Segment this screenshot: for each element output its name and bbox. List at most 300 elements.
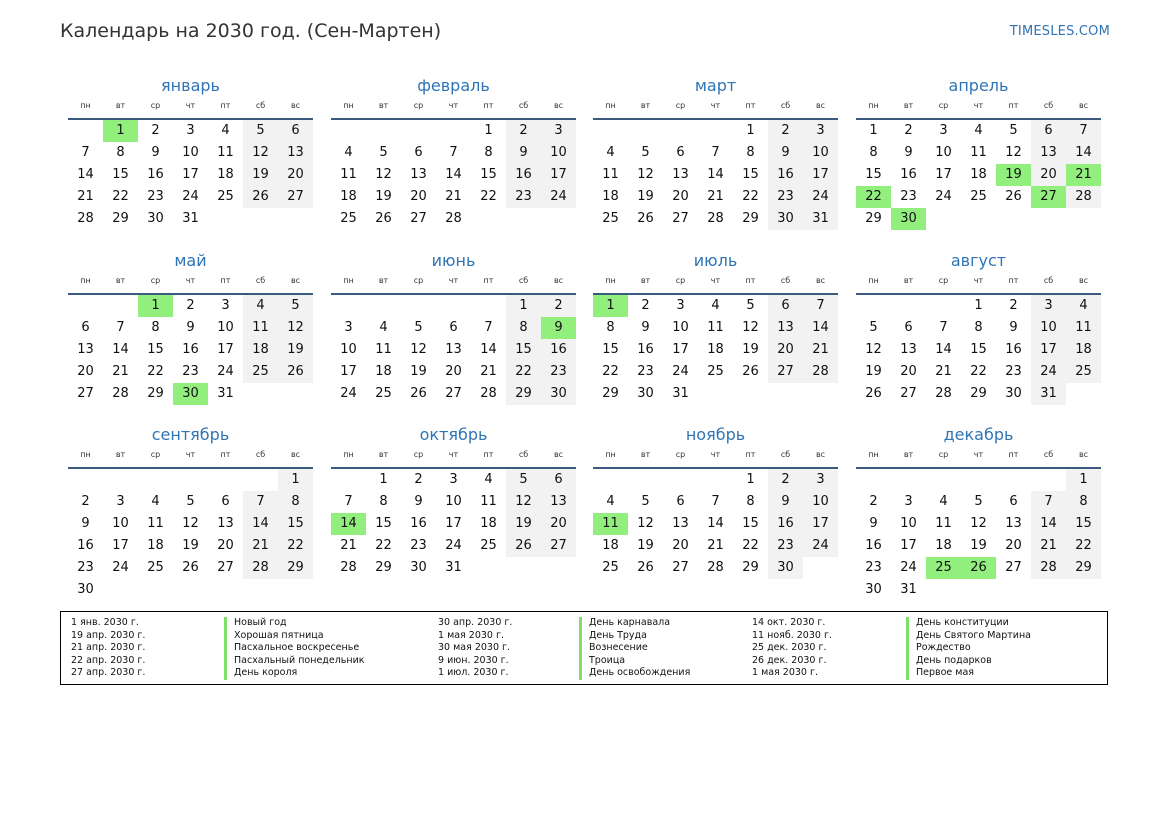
week-row xyxy=(68,164,313,186)
weekday-label: пт xyxy=(745,101,756,110)
weekend-day-cell: 3 xyxy=(803,469,838,491)
weekend-day-cell: 16 xyxy=(768,164,803,186)
empty-day-cell xyxy=(1066,208,1101,230)
weekday-label: вс xyxy=(290,101,301,110)
day-cell: 15 xyxy=(970,342,987,357)
day-cell: 18 xyxy=(375,364,392,379)
day-cell: 11 xyxy=(147,516,164,531)
weekday-label: пн xyxy=(343,450,354,459)
empty-day-cell xyxy=(436,295,471,317)
empty-day-cell xyxy=(436,120,471,142)
week-row xyxy=(856,317,1101,339)
day-cell: 26 xyxy=(742,364,759,379)
empty-day-cell xyxy=(961,208,996,230)
day-cell: 28 xyxy=(77,211,94,226)
empty-day-cell xyxy=(541,208,576,230)
weekend-day-cell: 17 xyxy=(803,164,838,186)
day-cell: 12 xyxy=(742,320,759,335)
weekend-day-cell: 23 xyxy=(768,186,803,208)
weekend-day-cell: 31 xyxy=(1031,383,1066,405)
weekday-label: вс xyxy=(553,101,564,110)
day-cell: 20 xyxy=(410,189,427,204)
day-cell: 8 xyxy=(151,320,160,335)
weekday-label: сб xyxy=(255,101,266,110)
empty-day-cell xyxy=(628,469,663,491)
day-cell: 17 xyxy=(445,516,462,531)
day-cell: 15 xyxy=(480,167,497,182)
weekend-day-cell: 11 xyxy=(1066,317,1101,339)
empty-day-cell xyxy=(856,295,891,317)
weekend-day-cell: 22 xyxy=(506,361,541,383)
day-cell: 2 xyxy=(869,494,878,509)
empty-day-cell xyxy=(208,579,243,601)
day-cell: 12 xyxy=(637,167,654,182)
legend-date: 26 дек. 2030 г. xyxy=(752,654,827,666)
day-cell: 6 xyxy=(1009,494,1018,509)
weekday-label: вт xyxy=(378,101,389,110)
legend-names-column xyxy=(906,617,1031,680)
legend-dates-column xyxy=(752,617,832,680)
month-block xyxy=(593,424,838,579)
empty-day-cell xyxy=(593,120,628,142)
day-cell: 9 xyxy=(869,516,878,531)
weekend-day-cell: 28 xyxy=(803,361,838,383)
legend-date: 21 апр. 2030 г. xyxy=(71,642,146,654)
empty-day-cell xyxy=(996,208,1031,230)
weekday-label: пт xyxy=(483,276,494,285)
weekend-day-cell: 6 xyxy=(541,469,576,491)
day-cell: 10 xyxy=(672,320,689,335)
day-cell: 4 xyxy=(379,320,388,335)
day-cell: 11 xyxy=(375,342,392,357)
week-row xyxy=(68,120,313,142)
day-cell: 5 xyxy=(414,320,423,335)
day-cell: 20 xyxy=(445,364,462,379)
weekend-day-cell: 21 xyxy=(803,339,838,361)
weekend-day-cell: 13 xyxy=(278,142,313,164)
day-cell: 19 xyxy=(742,342,759,357)
day-cell: 15 xyxy=(147,342,164,357)
day-cell: 14 xyxy=(935,342,952,357)
day-cell: 28 xyxy=(707,560,724,575)
day-cell: 22 xyxy=(970,364,987,379)
day-cell: 2 xyxy=(151,123,160,138)
month-block xyxy=(856,424,1101,601)
weekend-day-cell: 29 xyxy=(1066,557,1101,579)
week-row xyxy=(331,513,576,535)
weekday-label: чт xyxy=(973,450,984,459)
weekend-day-cell: 24 xyxy=(803,186,838,208)
day-cell: 21 xyxy=(340,538,357,553)
legend-holiday-name: Хорошая пятница xyxy=(224,630,365,643)
weekend-day-cell: 5 xyxy=(243,120,278,142)
day-cell: 5 xyxy=(869,320,878,335)
weekend-day-cell: 3 xyxy=(1031,295,1066,317)
week-row xyxy=(68,469,313,491)
day-cell: 20 xyxy=(77,364,94,379)
weekend-day-cell: 6 xyxy=(1031,120,1066,142)
weekday-label: ср xyxy=(675,450,686,459)
weekday-label: вс xyxy=(815,450,826,459)
week-row xyxy=(856,535,1101,557)
empty-day-cell xyxy=(663,469,698,491)
weekday-label: ср xyxy=(938,450,949,459)
weekend-day-cell: 9 xyxy=(506,142,541,164)
day-cell: 30 xyxy=(637,386,654,401)
weekday-label: пн xyxy=(80,450,91,459)
empty-day-cell xyxy=(961,469,996,491)
week-row xyxy=(593,339,838,361)
day-cell: 28 xyxy=(935,386,952,401)
day-cell: 29 xyxy=(375,560,392,575)
legend-date: 30 апр. 2030 г. xyxy=(438,617,513,628)
day-cell: 1 xyxy=(746,123,755,138)
week-row xyxy=(68,208,313,230)
weekday-label: чт xyxy=(710,101,721,110)
legend-holiday-name: День карнавала xyxy=(579,617,690,630)
empty-day-cell xyxy=(506,208,541,230)
day-cell: 4 xyxy=(606,145,615,160)
week-row xyxy=(331,491,576,513)
weekend-day-cell: 19 xyxy=(506,513,541,535)
weekend-day-cell: 26 xyxy=(243,186,278,208)
day-cell: 31 xyxy=(672,386,689,401)
day-cell: 3 xyxy=(449,472,458,487)
empty-day-cell xyxy=(698,469,733,491)
day-cell: 4 xyxy=(939,494,948,509)
weekend-day-cell: 28 xyxy=(243,557,278,579)
day-cell: 9 xyxy=(1009,320,1018,335)
day-cell: 22 xyxy=(112,189,129,204)
weekday-label: сб xyxy=(780,101,791,110)
week-row xyxy=(68,383,313,405)
day-cell: 21 xyxy=(112,364,129,379)
weekday-label: пт xyxy=(1008,101,1019,110)
weekend-day-cell: 26 xyxy=(506,535,541,557)
day-cell: 1 xyxy=(869,123,878,138)
weekday-header xyxy=(856,275,1101,295)
weekday-label: пн xyxy=(605,450,616,459)
day-cell: 9 xyxy=(414,494,423,509)
empty-day-cell xyxy=(243,383,278,405)
empty-day-cell xyxy=(331,295,366,317)
day-cell: 27 xyxy=(672,560,689,575)
weekend-day-cell: 7 xyxy=(243,491,278,513)
day-cell: 9 xyxy=(151,145,160,160)
week-row xyxy=(68,557,313,579)
weekend-day-cell: 13 xyxy=(1031,142,1066,164)
weekend-day-cell: 23 xyxy=(506,186,541,208)
day-cell: 10 xyxy=(935,145,952,160)
weekend-day-cell: 20 xyxy=(278,164,313,186)
weekday-label: вт xyxy=(640,276,651,285)
day-cell: 7 xyxy=(484,320,493,335)
week-row xyxy=(593,164,838,186)
day-cell: 26 xyxy=(182,560,199,575)
weekend-day-cell: 18 xyxy=(243,339,278,361)
day-cell: 19 xyxy=(375,189,392,204)
weekend-day-cell: 30 xyxy=(541,383,576,405)
day-cell: 27 xyxy=(672,211,689,226)
weekday-label: вс xyxy=(1078,101,1089,110)
week-row xyxy=(856,557,1101,579)
day-cell: 15 xyxy=(602,342,619,357)
weekend-day-cell: 15 xyxy=(1066,513,1101,535)
legend-holiday-name: Пасхальное воскресенье xyxy=(224,642,365,655)
week-row xyxy=(856,383,1101,405)
empty-day-cell xyxy=(663,120,698,142)
weekday-label: пт xyxy=(1008,276,1019,285)
day-cell: 20 xyxy=(1005,538,1022,553)
day-cell: 16 xyxy=(637,342,654,357)
day-cell: 5 xyxy=(379,145,388,160)
day-cell: 5 xyxy=(186,494,195,509)
weekday-label: вт xyxy=(903,450,914,459)
day-cell: 18 xyxy=(970,167,987,182)
day-cell: 17 xyxy=(672,342,689,357)
legend-holiday-name: Рождество xyxy=(906,642,1031,655)
weekend-day-cell: 20 xyxy=(1031,164,1066,186)
holiday-legend xyxy=(60,611,1108,685)
empty-day-cell xyxy=(173,579,208,601)
weekday-label: пт xyxy=(220,450,231,459)
weekend-day-cell: 20 xyxy=(541,513,576,535)
legend-holiday-name: Новый год xyxy=(224,617,365,630)
weekend-day-cell: 8 xyxy=(1066,491,1101,513)
month-name: октябрь xyxy=(419,425,488,444)
weekday-label: ср xyxy=(675,276,686,285)
weekend-day-cell: 23 xyxy=(768,535,803,557)
week-row xyxy=(331,120,576,142)
weekday-label: пн xyxy=(80,101,91,110)
weekday-label: ср xyxy=(675,101,686,110)
week-row xyxy=(593,557,838,579)
day-cell: 13 xyxy=(445,342,462,357)
empty-day-cell xyxy=(891,295,926,317)
day-cell: 3 xyxy=(186,123,195,138)
weekend-day-cell: 5 xyxy=(506,469,541,491)
day-cell: 10 xyxy=(217,320,234,335)
month-block xyxy=(68,424,313,601)
weekday-label: ср xyxy=(150,101,161,110)
day-cell: 18 xyxy=(707,342,724,357)
day-cell: 15 xyxy=(112,167,129,182)
day-cell: 4 xyxy=(221,123,230,138)
weekend-day-cell: 5 xyxy=(278,295,313,317)
day-cell: 6 xyxy=(81,320,90,335)
weekday-label: пт xyxy=(483,101,494,110)
empty-day-cell xyxy=(471,557,506,579)
day-cell: 8 xyxy=(974,320,983,335)
week-row xyxy=(593,513,838,535)
day-cell: 26 xyxy=(1005,189,1022,204)
day-cell: 15 xyxy=(375,516,392,531)
day-cell: 21 xyxy=(707,189,724,204)
day-cell: 2 xyxy=(186,298,195,313)
month-block xyxy=(331,424,576,579)
week-row xyxy=(331,535,576,557)
empty-day-cell xyxy=(1066,383,1101,405)
empty-day-cell xyxy=(961,579,996,601)
weekend-day-cell: 29 xyxy=(506,383,541,405)
day-cell: 16 xyxy=(865,538,882,553)
weekday-label: пн xyxy=(343,276,354,285)
weekday-header xyxy=(68,275,313,295)
weekend-day-cell: 30 xyxy=(768,557,803,579)
day-cell: 13 xyxy=(672,167,689,182)
day-cell: 24 xyxy=(445,538,462,553)
weekend-day-cell: 17 xyxy=(803,513,838,535)
day-cell: 24 xyxy=(672,364,689,379)
weekday-label: вт xyxy=(378,276,389,285)
weekend-day-cell: 4 xyxy=(1066,295,1101,317)
weekend-day-cell: 15 xyxy=(278,513,313,535)
weekend-day-cell: 13 xyxy=(541,491,576,513)
day-cell: 27 xyxy=(77,386,94,401)
day-cell: 19 xyxy=(970,538,987,553)
day-cell: 27 xyxy=(1005,560,1022,575)
day-cell: 27 xyxy=(900,386,917,401)
day-cell: 11 xyxy=(480,494,497,509)
day-cell: 18 xyxy=(602,189,619,204)
week-row xyxy=(856,361,1101,383)
empty-day-cell xyxy=(926,469,961,491)
empty-day-cell xyxy=(68,120,103,142)
week-row xyxy=(593,383,838,405)
empty-day-cell xyxy=(278,208,313,230)
day-cell: 27 xyxy=(445,386,462,401)
legend-dates-column xyxy=(71,617,145,680)
day-cell: 17 xyxy=(182,167,199,182)
day-cell: 26 xyxy=(637,211,654,226)
week-row xyxy=(593,186,838,208)
day-cell: 18 xyxy=(480,516,497,531)
legend-holiday-name: Вознесение xyxy=(579,642,690,655)
legend-date: 27 апр. 2030 г. xyxy=(71,667,146,679)
day-cell: 20 xyxy=(217,538,234,553)
weekend-day-cell: 1 xyxy=(278,469,313,491)
day-cell: 7 xyxy=(81,145,90,160)
weekday-header xyxy=(331,275,576,295)
day-cell: 28 xyxy=(480,386,497,401)
weekend-day-cell: 12 xyxy=(278,317,313,339)
day-cell: 2 xyxy=(81,494,90,509)
legend-date: 1 июл. 2030 г. xyxy=(438,667,509,679)
legend-date: 25 дек. 2030 г. xyxy=(752,642,827,654)
weekend-day-cell: 8 xyxy=(278,491,313,513)
day-cell: 3 xyxy=(939,123,948,138)
weekend-day-cell: 27 xyxy=(541,535,576,557)
weekday-label: вт xyxy=(903,276,914,285)
weekend-day-cell: 7 xyxy=(1031,491,1066,513)
weekday-header xyxy=(856,449,1101,469)
weekend-day-cell: 21 xyxy=(243,535,278,557)
weekday-label: вс xyxy=(553,450,564,459)
weekend-day-cell: 2 xyxy=(768,469,803,491)
weekend-day-cell: 14 xyxy=(803,317,838,339)
brand-link[interactable]: TIMESLES.COM xyxy=(1009,24,1110,39)
empty-day-cell xyxy=(331,469,366,491)
weekday-label: пн xyxy=(605,276,616,285)
day-cell: 8 xyxy=(746,494,755,509)
holiday-day-cell: 1 xyxy=(103,120,138,142)
day-cell: 4 xyxy=(974,123,983,138)
day-cell: 30 xyxy=(77,582,94,597)
legend-dates-column xyxy=(438,617,512,680)
day-cell: 2 xyxy=(414,472,423,487)
weekday-label: пн xyxy=(605,101,616,110)
day-cell: 5 xyxy=(1009,123,1018,138)
weekend-day-cell: 24 xyxy=(541,186,576,208)
weekday-header xyxy=(593,275,838,295)
day-cell: 17 xyxy=(340,364,357,379)
weekend-day-cell: 16 xyxy=(506,164,541,186)
weekday-header xyxy=(331,449,576,469)
day-cell: 17 xyxy=(935,167,952,182)
week-row xyxy=(331,208,576,230)
day-cell: 18 xyxy=(340,189,357,204)
week-row xyxy=(593,491,838,513)
holiday-day-cell: 30 xyxy=(891,208,926,230)
weekday-label: ср xyxy=(413,450,424,459)
week-row xyxy=(856,142,1101,164)
week-row xyxy=(68,339,313,361)
weekend-day-cell: 12 xyxy=(506,491,541,513)
empty-day-cell xyxy=(996,579,1031,601)
weekday-label: вс xyxy=(1078,450,1089,459)
weekday-label: сб xyxy=(1043,276,1054,285)
day-cell: 11 xyxy=(935,516,952,531)
empty-day-cell xyxy=(996,469,1031,491)
day-cell: 11 xyxy=(970,145,987,160)
day-cell: 18 xyxy=(602,538,619,553)
day-cell: 29 xyxy=(742,211,759,226)
month-name: апрель xyxy=(948,76,1009,95)
weekend-day-cell: 17 xyxy=(1031,339,1066,361)
weekend-day-cell: 14 xyxy=(1031,513,1066,535)
day-cell: 6 xyxy=(449,320,458,335)
day-cell: 11 xyxy=(602,167,619,182)
day-cell: 25 xyxy=(340,211,357,226)
day-cell: 4 xyxy=(711,298,720,313)
day-cell: 22 xyxy=(742,189,759,204)
weekend-day-cell: 9 xyxy=(768,491,803,513)
weekday-label: пн xyxy=(343,101,354,110)
day-cell: 25 xyxy=(707,364,724,379)
day-cell: 8 xyxy=(116,145,125,160)
page-title: Календарь на 2030 год. (Сен-Мартен) xyxy=(60,20,442,42)
weekday-label: сб xyxy=(518,276,529,285)
day-cell: 27 xyxy=(217,560,234,575)
week-row xyxy=(331,557,576,579)
day-cell: 15 xyxy=(742,167,759,182)
empty-day-cell xyxy=(891,469,926,491)
weekend-day-cell: 28 xyxy=(1031,557,1066,579)
legend-date: 22 апр. 2030 г. xyxy=(71,654,146,666)
day-cell: 13 xyxy=(672,516,689,531)
day-cell: 30 xyxy=(1005,386,1022,401)
legend-holiday-name: День освобождения xyxy=(579,667,690,680)
holiday-day-cell: 11 xyxy=(593,513,628,535)
day-cell: 23 xyxy=(1005,364,1022,379)
month-name: август xyxy=(950,251,1007,270)
day-cell: 1 xyxy=(379,472,388,487)
day-cell: 30 xyxy=(147,211,164,226)
day-cell: 25 xyxy=(147,560,164,575)
day-cell: 28 xyxy=(112,386,129,401)
weekday-label: сб xyxy=(1043,450,1054,459)
week-row xyxy=(68,513,313,535)
